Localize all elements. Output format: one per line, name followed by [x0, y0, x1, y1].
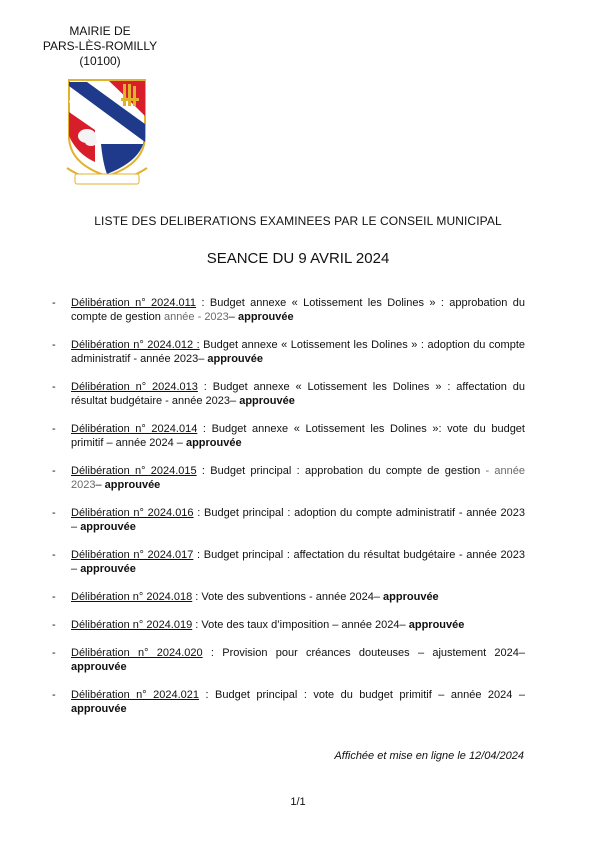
- deliberation-sep: –: [71, 521, 81, 533]
- list-dash: -: [52, 647, 56, 659]
- list-item: [52, 618, 525, 632]
- deliberation-ref: Délibération n° 2024.017: [71, 549, 194, 561]
- deliberation-text: : Budget principal : affectation du résultat budgétaire - année 2023: [193, 549, 525, 561]
- list-dash: -: [52, 297, 56, 309]
- deliberation-sep: –: [173, 437, 186, 449]
- deliberation-ref: Délibération n° 2024.012 :: [71, 339, 200, 351]
- list-item: [52, 548, 525, 576]
- status-approved: approuvée: [104, 479, 161, 491]
- seance-title: SEANCE DU 9 AVRIL 2024: [206, 250, 390, 267]
- list-dash: -: [52, 591, 56, 603]
- deliberation-ref: Délibération n° 2024.013: [71, 381, 198, 393]
- deliberation-ref: Délibération n° 2024.020: [71, 647, 203, 659]
- status-approved: approuvée: [383, 591, 439, 603]
- list-dash: -: [52, 339, 56, 351]
- list-dash: -: [52, 689, 56, 701]
- list-dash: -: [52, 619, 56, 631]
- deliberation-sep: –: [230, 395, 240, 407]
- list-item: [52, 422, 525, 450]
- deliberation-text: : Provision pour créances douteuses – ajustement 2024: [202, 647, 519, 659]
- deliberation-text: Budget annexe « Lotissement les Dolines » : adoption du compte administratif - année 2023: [71, 339, 525, 365]
- list-dash: -: [52, 423, 56, 435]
- list-item: [52, 646, 525, 674]
- status-approved: approuvée: [71, 703, 127, 715]
- list-item: [52, 506, 525, 534]
- mairie-postcode: (10100): [79, 54, 121, 68]
- status-approved: approuvée: [239, 395, 295, 407]
- status-approved: approuvée: [71, 661, 127, 673]
- list-dash: -: [52, 507, 56, 519]
- deliberation-text: : Budget annexe « Lotissement les Dolines »: vote du budget primitif – année 2024: [71, 423, 525, 449]
- list-dash: -: [52, 465, 56, 477]
- deliberation-year-grey: - année 2023: [71, 465, 525, 491]
- list-item: [52, 590, 525, 604]
- deliberation-text: : Budget principal : vote du budget primitif – année 2024: [199, 689, 513, 701]
- coat-of-arms-icon: [65, 76, 149, 186]
- list-item: [52, 688, 525, 716]
- deliberation-ref: Délibération n° 2024.016: [71, 507, 194, 519]
- page-number: 1/1: [290, 796, 306, 808]
- deliberation-ref: Délibération n° 2024.011: [71, 297, 197, 309]
- deliberation-ref: Délibération n° 2024.021: [71, 689, 200, 701]
- deliberation-sep: –: [198, 353, 208, 365]
- mairie-line-2: PARS-LÈS-ROMILLY: [42, 39, 158, 53]
- deliberation-text: : Budget principal : approbation du compte de gestion: [196, 465, 486, 477]
- status-approved: approuvée: [80, 563, 136, 575]
- deliberation-sep: –: [71, 563, 81, 575]
- list-item: [52, 380, 525, 408]
- deliberation-ref: Délibération n° 2024.014: [71, 423, 198, 435]
- list-dash: -: [52, 381, 56, 393]
- deliberation-ref: Délibération n° 2024.019: [71, 619, 193, 631]
- deliberation-sep: –: [518, 647, 525, 659]
- mairie-header: [40, 24, 160, 69]
- posting-date-note: Affichée et mise en ligne le 12/04/2024: [334, 750, 524, 762]
- status-approved: approuvée: [237, 311, 294, 323]
- deliberation-sep: –: [512, 689, 525, 701]
- list-dash: -: [52, 549, 56, 561]
- deliberation-sep: –: [373, 591, 384, 603]
- deliberation-text: : Vote des subventions - année 2024: [192, 591, 374, 603]
- deliberation-text: : Budget principal : adoption du compte administratif - année 2023: [193, 507, 525, 519]
- deliberation-text: : Budget annexe « Lotissement les Dolines » : affectation du résultat budgétaire - année 2023: [71, 381, 525, 407]
- status-approved: approuvée: [207, 353, 264, 365]
- list-item: [52, 464, 525, 492]
- list-item: [52, 296, 525, 324]
- deliberation-text: : Vote des taux d’imposition – année 2024: [192, 619, 400, 631]
- deliberation-sep: –: [95, 479, 105, 491]
- list-item: [52, 338, 525, 366]
- deliberation-ref: Délibération n° 2024.015: [71, 465, 197, 477]
- deliberation-year-grey: année - 2023: [163, 311, 229, 323]
- deliberation-ref: Délibération n° 2024.018: [71, 591, 193, 603]
- deliberation-sep: –: [228, 311, 238, 323]
- deliberations-list: [52, 296, 525, 716]
- status-approved: approuvée: [80, 521, 136, 533]
- deliberation-text: : Budget annexe « Lotissement les Dolines » : approbation du compte de gestion: [71, 297, 525, 323]
- status-approved: approuvée: [185, 437, 242, 449]
- status-approved: approuvée: [408, 619, 465, 631]
- deliberation-sep: –: [399, 619, 409, 631]
- document-title: LISTE DES DELIBERATIONS EXAMINEES PAR LE CONSEIL MUNICIPAL: [94, 214, 502, 228]
- mairie-line-1: MAIRIE DE: [69, 24, 131, 38]
